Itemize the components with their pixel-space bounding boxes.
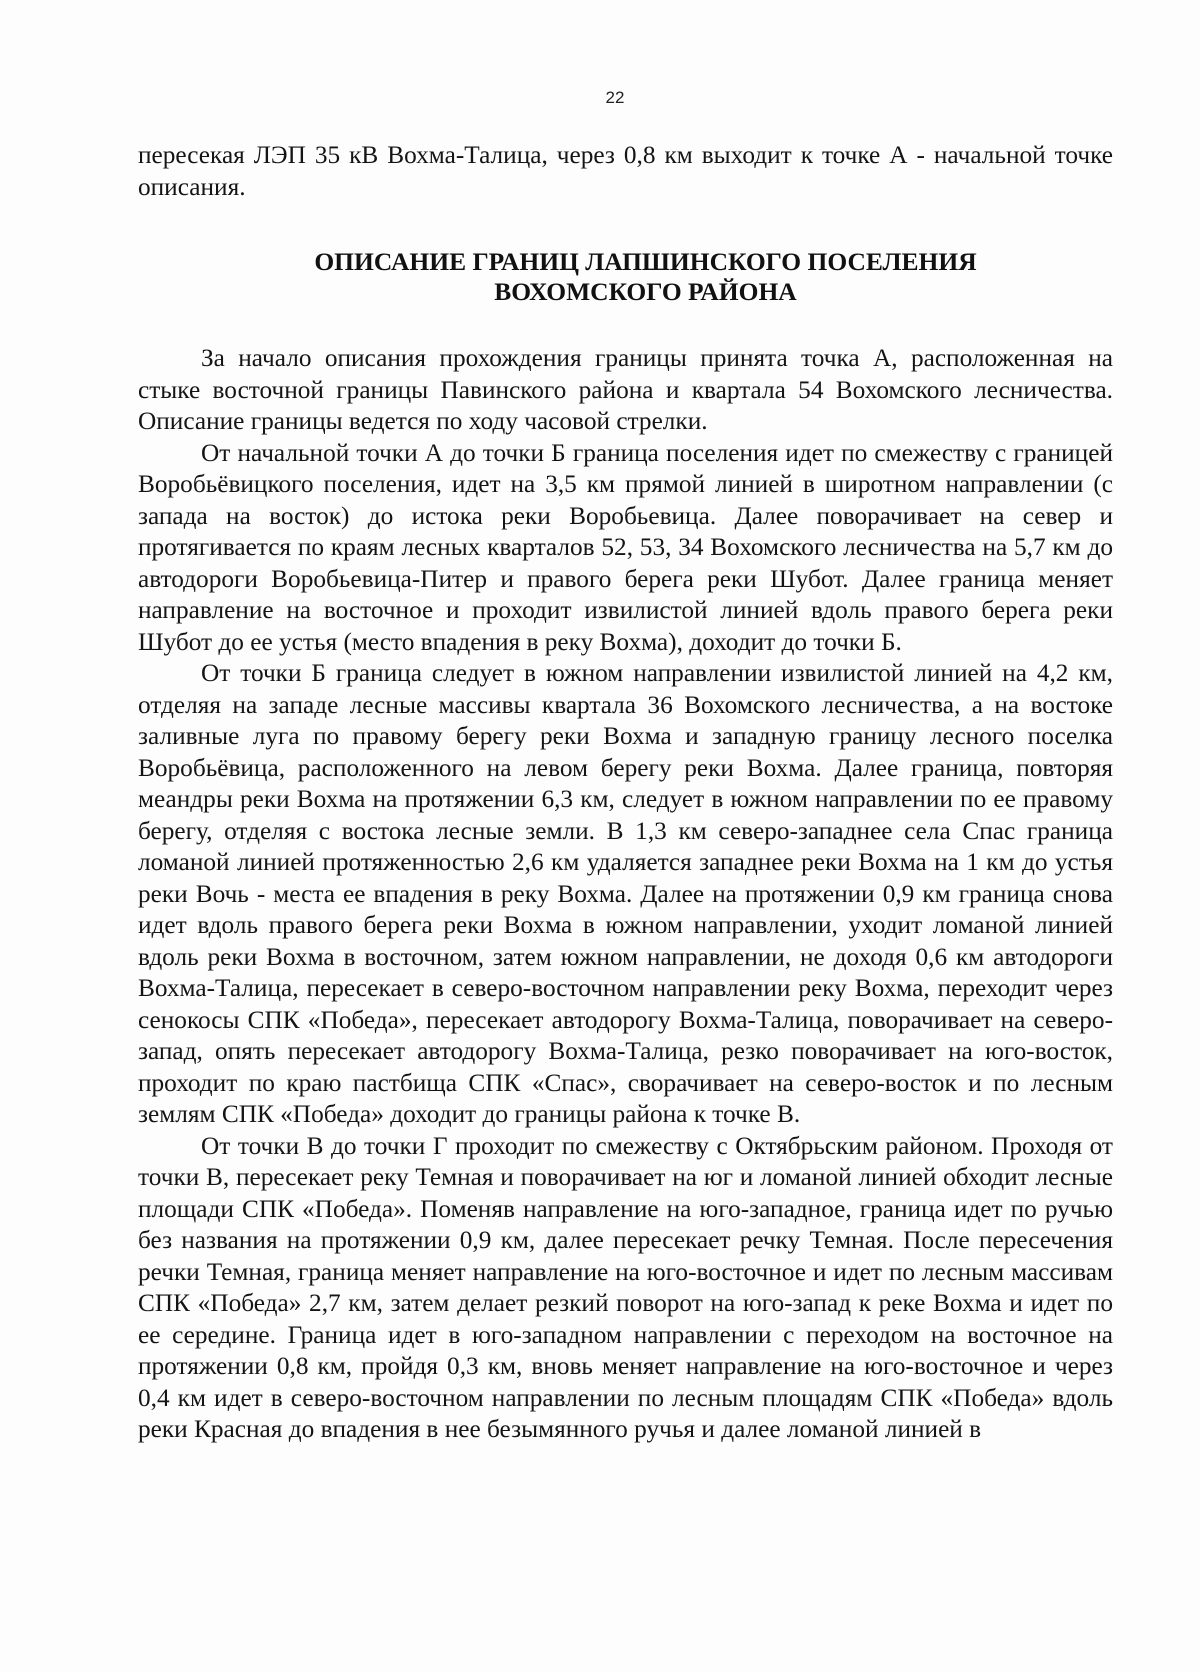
paragraph-b-to-v: От точки Б граница следует в южном направлении извилистой линией на 4,2 км, отделяя на западе лесные массивы квартала 36 Вохомского лесничества, а на востоке заливные луга по правому берегу реки Вохма и западную границу лесного поселка Воробьёвица, расположенного на левом берегу реки Вохма. Далее граница, повторяя меандры реки Вохма на протяжении 6,3 км, следует в южном направлении по ее правому берегу, отделяя с востока лесные земли. В 1,3 км северо-западнее села Спас граница ломаной линией протяженностью 2,6 км удаляется западнее реки Вохма на 1 км до устья реки Вочь - места ее впадения в реку Вохма. Далее на протяжении 0,9 км граница снова идет вдоль правого берега реки Вохма в южном направлении, уходит ломаной линией вдоль реки Вохма в восточном, затем южном направлении, не доходя 0,6 км автодороги Вохма-Талица, пересекает в северо-восточном направлении реку Вохма, переходит через сенокосы СПК «Победа», пересекает автодорогу Вохма-Талица, поворачивает на северо-запад, опять пересекает автодорогу Вохма-Талица, резко поворачивает на юго-восток, проходит по краю пастбища СПК «Спас», сворачивает на северо-восток и по лесным землям СПК «Победа» доходит до границы района к точке В. [138,659,1113,1128]
section-heading [138,247,1113,307]
page-number: 22 [605,88,625,107]
section-heading-line-1: ОПИСАНИЕ ГРАНИЦ ЛАПШИНСКОГО ПОСЕЛЕНИЯ [314,247,977,276]
document-body [138,140,1113,1446]
paragraph-a-to-b: От начальной точки А до точки Б граница поселения идет по смежеству с границей Воробьёвицкого поселения, идет на 3,5 км прямой линией в широтном направлении (с запада на восток) до истока реки Воробьевица. Далее поворачивает на север и протягивается по краям лесных кварталов 52, 53, 34 Вохомского лесничества на 5,7 км до автодороги Воробьевица-Питер и правого берега реки Шубот. Далее граница меняет направление на восточное и проходит извилистой линией вдоль правого берега реки Шубот до ее устья (место впадения в реку Вохма), доходит до точки Б. [138,438,1113,656]
paragraph-v-to-g: От точки В до точки Г проходит по смежеству с Октябрьским районом. Проходя от точки В, пересекает реку Темная и поворачивает на юг и ломаной линией обходит лесные площади СПК «Победа». Поменяв направление на юго-западное, граница идет по ручью без названия на протяжении 0,9 км, далее пересекает речку Темная. После пересечения речки Темная, граница меняет направление на юго-восточное и идет по лесным массивам СПК «Победа» 2,7 км, затем делает резкий поворот на юго-запад к реке Вохма и идет по ее середине. Граница идет в юго-западном направлении с переходом на восточное на протяжении 0,8 км, пройдя 0,3 км, вновь меняет направление на юго-восточное и через 0,4 км идет в северо-восточном направлении по лесным площадям СПК «Победа» вдоль реки Красная до впадения в нее безымянного ручья и далее ломаной линией в [138,1131,1113,1443]
section-heading-line-2: ВОХОМСКОГО РАЙОНА [494,277,797,306]
lead-paragraph: пересекая ЛЭП 35 кВ Вохма-Талица, через 0,8 км выходит к точке А - начальной точке описания. [138,141,1113,201]
heading-spacer [138,307,1113,343]
paragraph-start-point: За начало описания прохождения границы принята точка А, расположенная на стыке восточной границы Павинского района и квартала 54 Вохомского лесничества. Описание границы ведется по ходу часовой стрелки. [138,344,1113,435]
